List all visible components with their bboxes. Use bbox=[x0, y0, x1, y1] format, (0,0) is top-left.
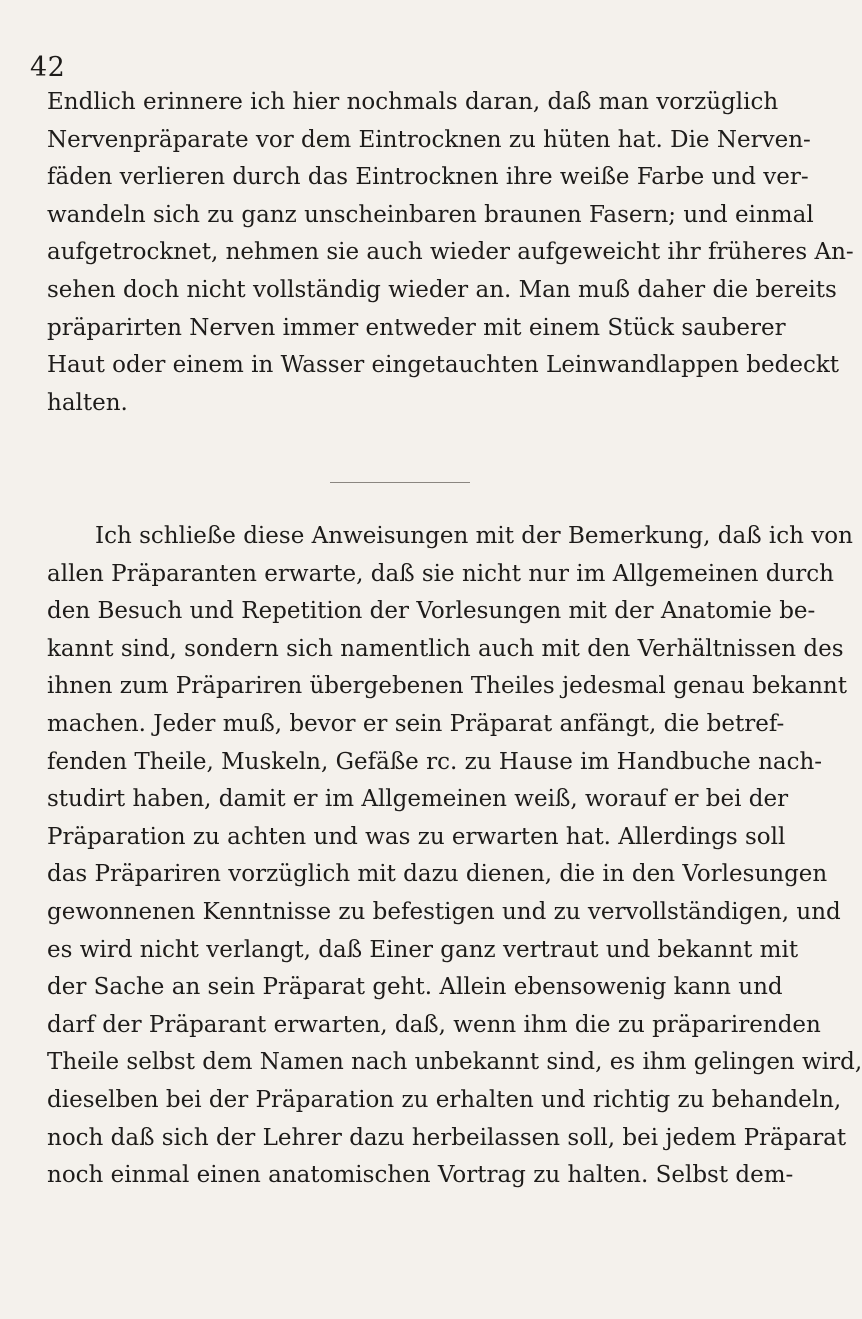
text-line: machen. Jeder muß, bevor er sein Präparat anfängt, die betref- bbox=[47, 710, 785, 737]
text-line: noch daß sich der Lehrer dazu herbeilassen soll, bei jedem Präparat bbox=[47, 1124, 847, 1151]
text-line: sehen doch nicht vollständig wieder an. Man muß daher die bereits bbox=[47, 276, 837, 303]
section-divider bbox=[330, 482, 470, 483]
text-line: es wird nicht verlangt, daß Einer ganz vertraut und bekannt mit bbox=[47, 936, 799, 963]
text-line: darf der Präparant erwarten, daß, wenn ihm die zu präparirenden bbox=[47, 1011, 821, 1038]
text-line: halten. bbox=[47, 389, 128, 416]
text-line: aufgetrocknet, nehmen sie auch wieder aufgeweicht ihr früheres An- bbox=[47, 239, 854, 266]
text-line: kannt sind, sondern sich namentlich auch mit den Verhältnissen des bbox=[47, 635, 844, 662]
text-line: präparirten Nerven immer entweder mit einem Stück sauberer bbox=[47, 314, 786, 341]
text-line: das Präpariren vorzüglich mit dazu dienen, die in den Vorlesungen bbox=[47, 861, 828, 888]
text-line: Ich schließe diese Anweisungen mit der Bemerkung, daß ich von bbox=[95, 523, 853, 549]
text-line: studirt haben, damit er im Allgemeinen weiß, worauf er bei der bbox=[47, 786, 789, 813]
text-line: wandeln sich zu ganz unscheinbaren braunen Fasern; und einmal bbox=[47, 201, 814, 228]
text-line: noch einmal einen anatomischen Vortrag zu halten. Selbst dem- bbox=[47, 1162, 794, 1189]
text-line: Nervenpräparate vor dem Eintrocknen zu hüten hat. Die Nerven- bbox=[47, 126, 811, 153]
paragraph-2 bbox=[47, 518, 862, 1195]
text-line: Theile selbst dem Namen nach unbekannt sind, es ihm gelingen wird, bbox=[47, 1049, 862, 1076]
text-line: gewonnenen Kenntnisse zu befestigen und zu vervollständigen, und bbox=[47, 898, 841, 925]
text-line: allen Präparanten erwarte, daß sie nicht nur im Allgemeinen durch bbox=[47, 560, 834, 587]
text-line: Endlich erinnere ich hier nochmals daran, daß man vorzüglich bbox=[47, 89, 779, 115]
text-line: Präparation zu achten und was zu erwarten hat. Allerdings soll bbox=[47, 823, 786, 850]
text-line: fäden verlieren durch das Eintrocknen ihre weiße Farbe und ver- bbox=[47, 164, 809, 191]
text-line: den Besuch und Repetition der Vorlesungen mit der Anatomie be- bbox=[47, 598, 816, 625]
text-line: ihnen zum Präpariren übergebenen Theiles jedesmal genau bekannt bbox=[47, 673, 847, 700]
text-line: fenden Theile, Muskeln, Gefäße rc. zu Hause im Handbuche nach- bbox=[47, 748, 823, 775]
text-line: dieselben bei der Präparation zu erhalten und richtig zu behandeln, bbox=[47, 1086, 842, 1113]
paragraph-1 bbox=[47, 84, 854, 422]
text-line: der Sache an sein Präparat geht. Allein ebensowenig kann und bbox=[47, 974, 783, 1001]
page-number: 42 bbox=[30, 52, 66, 83]
text-line: Haut oder einem in Wasser eingetauchten Leinwandlappen bedeckt bbox=[47, 352, 840, 379]
